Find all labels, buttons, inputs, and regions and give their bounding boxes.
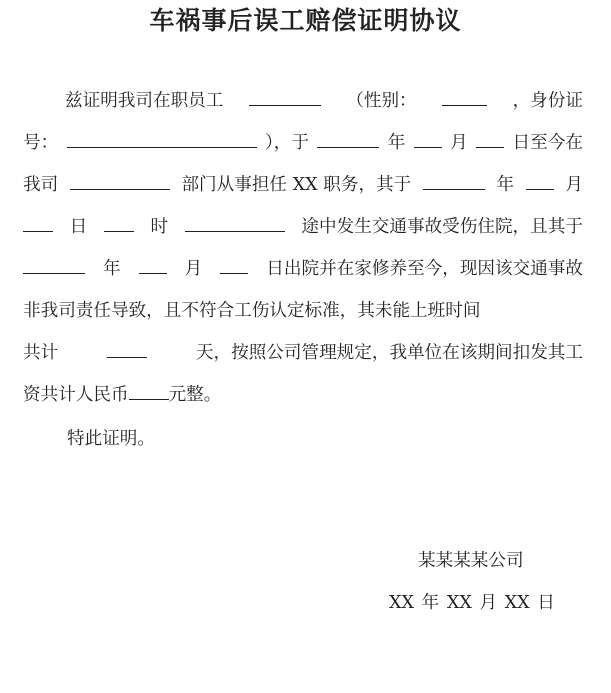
body-line-7 <box>23 332 583 374</box>
discharge-month-blank <box>139 255 167 274</box>
body-line-3 <box>23 164 583 206</box>
body-line-8 <box>23 374 583 416</box>
accident-location-blank <box>185 213 285 232</box>
body-line-1 <box>23 80 583 122</box>
text-segment: ，身份证 <box>512 91 583 111</box>
text-segment: 日至今在 <box>512 133 583 153</box>
text-segment: 月 <box>184 259 203 279</box>
text-segment: 资共计人民币 <box>23 385 129 405</box>
company-signature: 某某某某公司 <box>418 551 524 571</box>
discharge-day-blank <box>220 255 248 274</box>
text-segment: ），于 <box>264 133 309 153</box>
text-segment: 年 <box>387 133 406 153</box>
start-year-blank <box>317 129 379 148</box>
body-line-4 <box>23 206 583 248</box>
text-segment: 部门从事担任 XX 职务，其于 <box>181 175 412 195</box>
text-segment: 年 <box>496 175 515 195</box>
total-days-blank <box>107 339 147 358</box>
document-title: 车祸事后误工赔偿证明协议 <box>149 6 462 35</box>
discharge-year-blank <box>23 255 85 274</box>
text-segment: 天，按照公司管理规定，我单位在该期间扣发其工 <box>195 343 583 363</box>
text-segment: 月 <box>450 133 468 153</box>
body-line-5 <box>23 248 583 290</box>
body-line-2 <box>23 122 583 164</box>
start-day-blank <box>476 129 504 148</box>
amount-blank <box>129 381 169 400</box>
text-segment: 非我司责任导致，且不符合工伤认定标准，其未能上班时间 <box>23 301 481 321</box>
text-segment: 共计 <box>23 343 59 363</box>
signature-date: XX 年 XX 月 XX 日 <box>389 593 555 613</box>
text-segment: 时 <box>150 217 169 237</box>
body-line-6 <box>23 290 583 332</box>
text-segment: 月 <box>565 175 583 195</box>
accident-hour-blank <box>104 213 134 232</box>
gender-blank <box>442 87 487 106</box>
start-month-blank <box>414 129 442 148</box>
text-segment: 途中发生交通事故受伤住院，且其于 <box>301 217 583 237</box>
text-segment: 日出院并在家修养至今，现因该交通事故 <box>266 259 583 279</box>
body-paragraph <box>23 80 583 416</box>
id-number-blank <box>67 129 257 148</box>
accident-day-blank <box>23 213 53 232</box>
text-segment: 兹证明我司在职员工 <box>65 91 224 111</box>
closing-statement: 特此证明。 <box>67 429 155 449</box>
text-segment: 元整。 <box>168 385 222 405</box>
text-segment: 我司 <box>23 175 59 195</box>
accident-month-blank <box>526 171 554 190</box>
employee-name-blank <box>249 87 321 106</box>
department-blank <box>70 171 170 190</box>
text-segment: （性别： <box>346 91 417 111</box>
text-segment: 号： <box>23 133 59 153</box>
accident-year-blank <box>423 171 485 190</box>
text-segment: 日 <box>69 217 88 237</box>
text-segment: 年 <box>103 259 121 279</box>
